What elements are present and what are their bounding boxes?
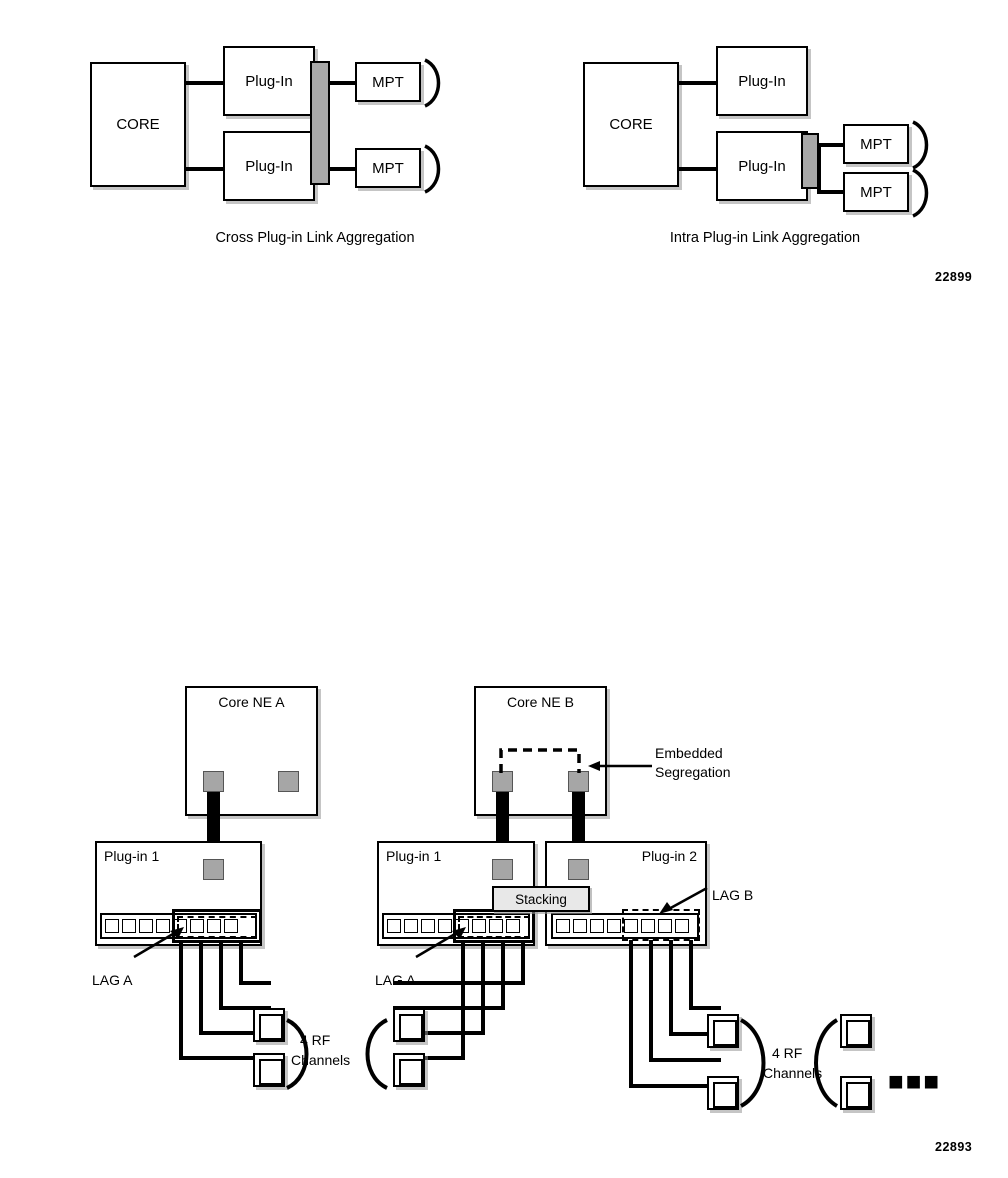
rf-channels-left-line2: Channels xyxy=(291,1052,351,1068)
plugin-box-bottom-left-label: Plug-In xyxy=(245,157,293,175)
stacking-label: Stacking xyxy=(515,891,567,907)
connector-plugin-mpt-bottom-right xyxy=(817,190,845,194)
port[interactable] xyxy=(590,919,604,933)
mpt-box-top-right xyxy=(843,124,909,164)
lag-a-left-dashed-box xyxy=(177,916,257,938)
antenna-bottom-right xyxy=(909,168,937,218)
connector-plugin-mpt-bottom-left xyxy=(328,167,358,171)
mpt-box-top-left xyxy=(355,62,421,102)
port[interactable] xyxy=(556,919,570,933)
embedded-segregation-dashed-path xyxy=(492,745,587,775)
far-right-mpt-unit-upper-inner xyxy=(846,1020,870,1046)
antenna-top-left xyxy=(421,58,449,108)
rf-channels-right-line2: Channels xyxy=(763,1065,823,1081)
core-ne-a-label: Core NE A xyxy=(218,694,285,710)
mpt-box-top-right-label: MPT xyxy=(860,135,892,153)
port[interactable] xyxy=(387,919,401,933)
core-box-left xyxy=(90,62,186,187)
core-ne-a-box xyxy=(185,686,318,816)
lag-b-arrow xyxy=(655,884,715,916)
connector-core-plugin-top-left xyxy=(186,81,224,85)
core-box-right-label: CORE xyxy=(609,116,653,133)
stacking-box xyxy=(492,886,590,912)
embedded-segregation-arrow xyxy=(586,757,656,775)
plugin-b1-uplink-port xyxy=(492,859,513,880)
plugin-box-bottom-left xyxy=(223,131,315,201)
core-ne-a-port-2 xyxy=(278,771,299,792)
embedded-segregation-label-line1: Embedded xyxy=(655,745,723,761)
embedded-segregation-label-line2: Segregation xyxy=(655,764,731,780)
port[interactable] xyxy=(573,919,587,933)
connector-core-plugin-bottom-left xyxy=(186,167,224,171)
plugin-b2-label: Plug-in 2 xyxy=(641,848,697,864)
core-ne-a-port-1 xyxy=(203,771,224,792)
connector-plugin-mpt-top-right xyxy=(817,143,845,147)
antenna-top-right xyxy=(909,120,937,170)
connector-plugin-mpt-top-left xyxy=(328,81,358,85)
core-box-right xyxy=(583,62,679,187)
plugin-a1-uplink-port xyxy=(203,859,224,880)
plugin-box-bottom-right-label: Plug-In xyxy=(738,157,786,175)
port[interactable] xyxy=(105,919,119,933)
connector-core-plugin-bottom-right xyxy=(679,167,717,171)
connector-plugin-mpt-riser-right xyxy=(817,143,821,194)
plugin-b1-label: Plug-in 1 xyxy=(386,848,442,864)
figure-number-bottom: 22893 xyxy=(935,1140,973,1154)
continuation-ellipsis: ■■■ xyxy=(888,1066,942,1096)
plugin-box-bottom-right xyxy=(716,131,808,201)
lag-a-left-label: LAG A xyxy=(92,972,133,988)
port[interactable] xyxy=(607,919,621,933)
lag-b-label: LAG B xyxy=(712,887,754,903)
mpt-box-bottom-right-label: MPT xyxy=(860,183,892,201)
mpt-box-top-left-label: MPT xyxy=(372,73,404,91)
far-right-rf-antenna xyxy=(805,1018,841,1108)
core-box-left-label: CORE xyxy=(116,116,160,133)
lag-a-mid-label: LAG A xyxy=(375,972,416,988)
right-mpt-unit-lower-inner xyxy=(713,1082,737,1108)
left-mpt-unit-lower-inner xyxy=(259,1059,283,1085)
plugin-box-top-left-label: Plug-In xyxy=(245,72,293,90)
mpt-box-bottom-left xyxy=(355,148,421,188)
left-mpt-unit-upper-inner xyxy=(259,1014,283,1040)
core-ne-b-label: Core NE B xyxy=(507,694,574,710)
mid-mpt-unit-lower-inner xyxy=(399,1059,423,1085)
plugin-box-top-right xyxy=(716,46,808,116)
far-right-mpt-unit-lower-inner xyxy=(846,1082,870,1108)
caption-cross-plugin-link-aggregation: Cross Plug-in Link Aggregation xyxy=(215,230,415,246)
plugin-a1-label: Plug-in 1 xyxy=(104,848,160,864)
mid-mpt-unit-upper-inner xyxy=(399,1014,423,1040)
antenna-bottom-left xyxy=(421,144,449,194)
right-rf-antenna xyxy=(737,1018,777,1108)
rf-channels-left-line1: 4 RF xyxy=(300,1032,331,1048)
aggregation-bar-left xyxy=(310,61,330,185)
connector-core-plugin-top-right xyxy=(679,81,717,85)
rf-channels-right-line1: 4 RF xyxy=(772,1045,803,1061)
plugin-box-top-left xyxy=(223,46,315,116)
mpt-box-bottom-right xyxy=(843,172,909,212)
figure-number-top: 22899 xyxy=(935,270,973,284)
mpt-box-bottom-left-label: MPT xyxy=(372,159,404,177)
right-mpt-unit-upper-inner xyxy=(713,1020,737,1046)
caption-intra-plugin-link-aggregation: Intra Plug-in Link Aggregation xyxy=(669,230,861,246)
mid-rf-antenna xyxy=(355,1018,391,1090)
plugin-b2-uplink-port xyxy=(568,859,589,880)
plugin-box-top-right-label: Plug-In xyxy=(738,72,786,90)
